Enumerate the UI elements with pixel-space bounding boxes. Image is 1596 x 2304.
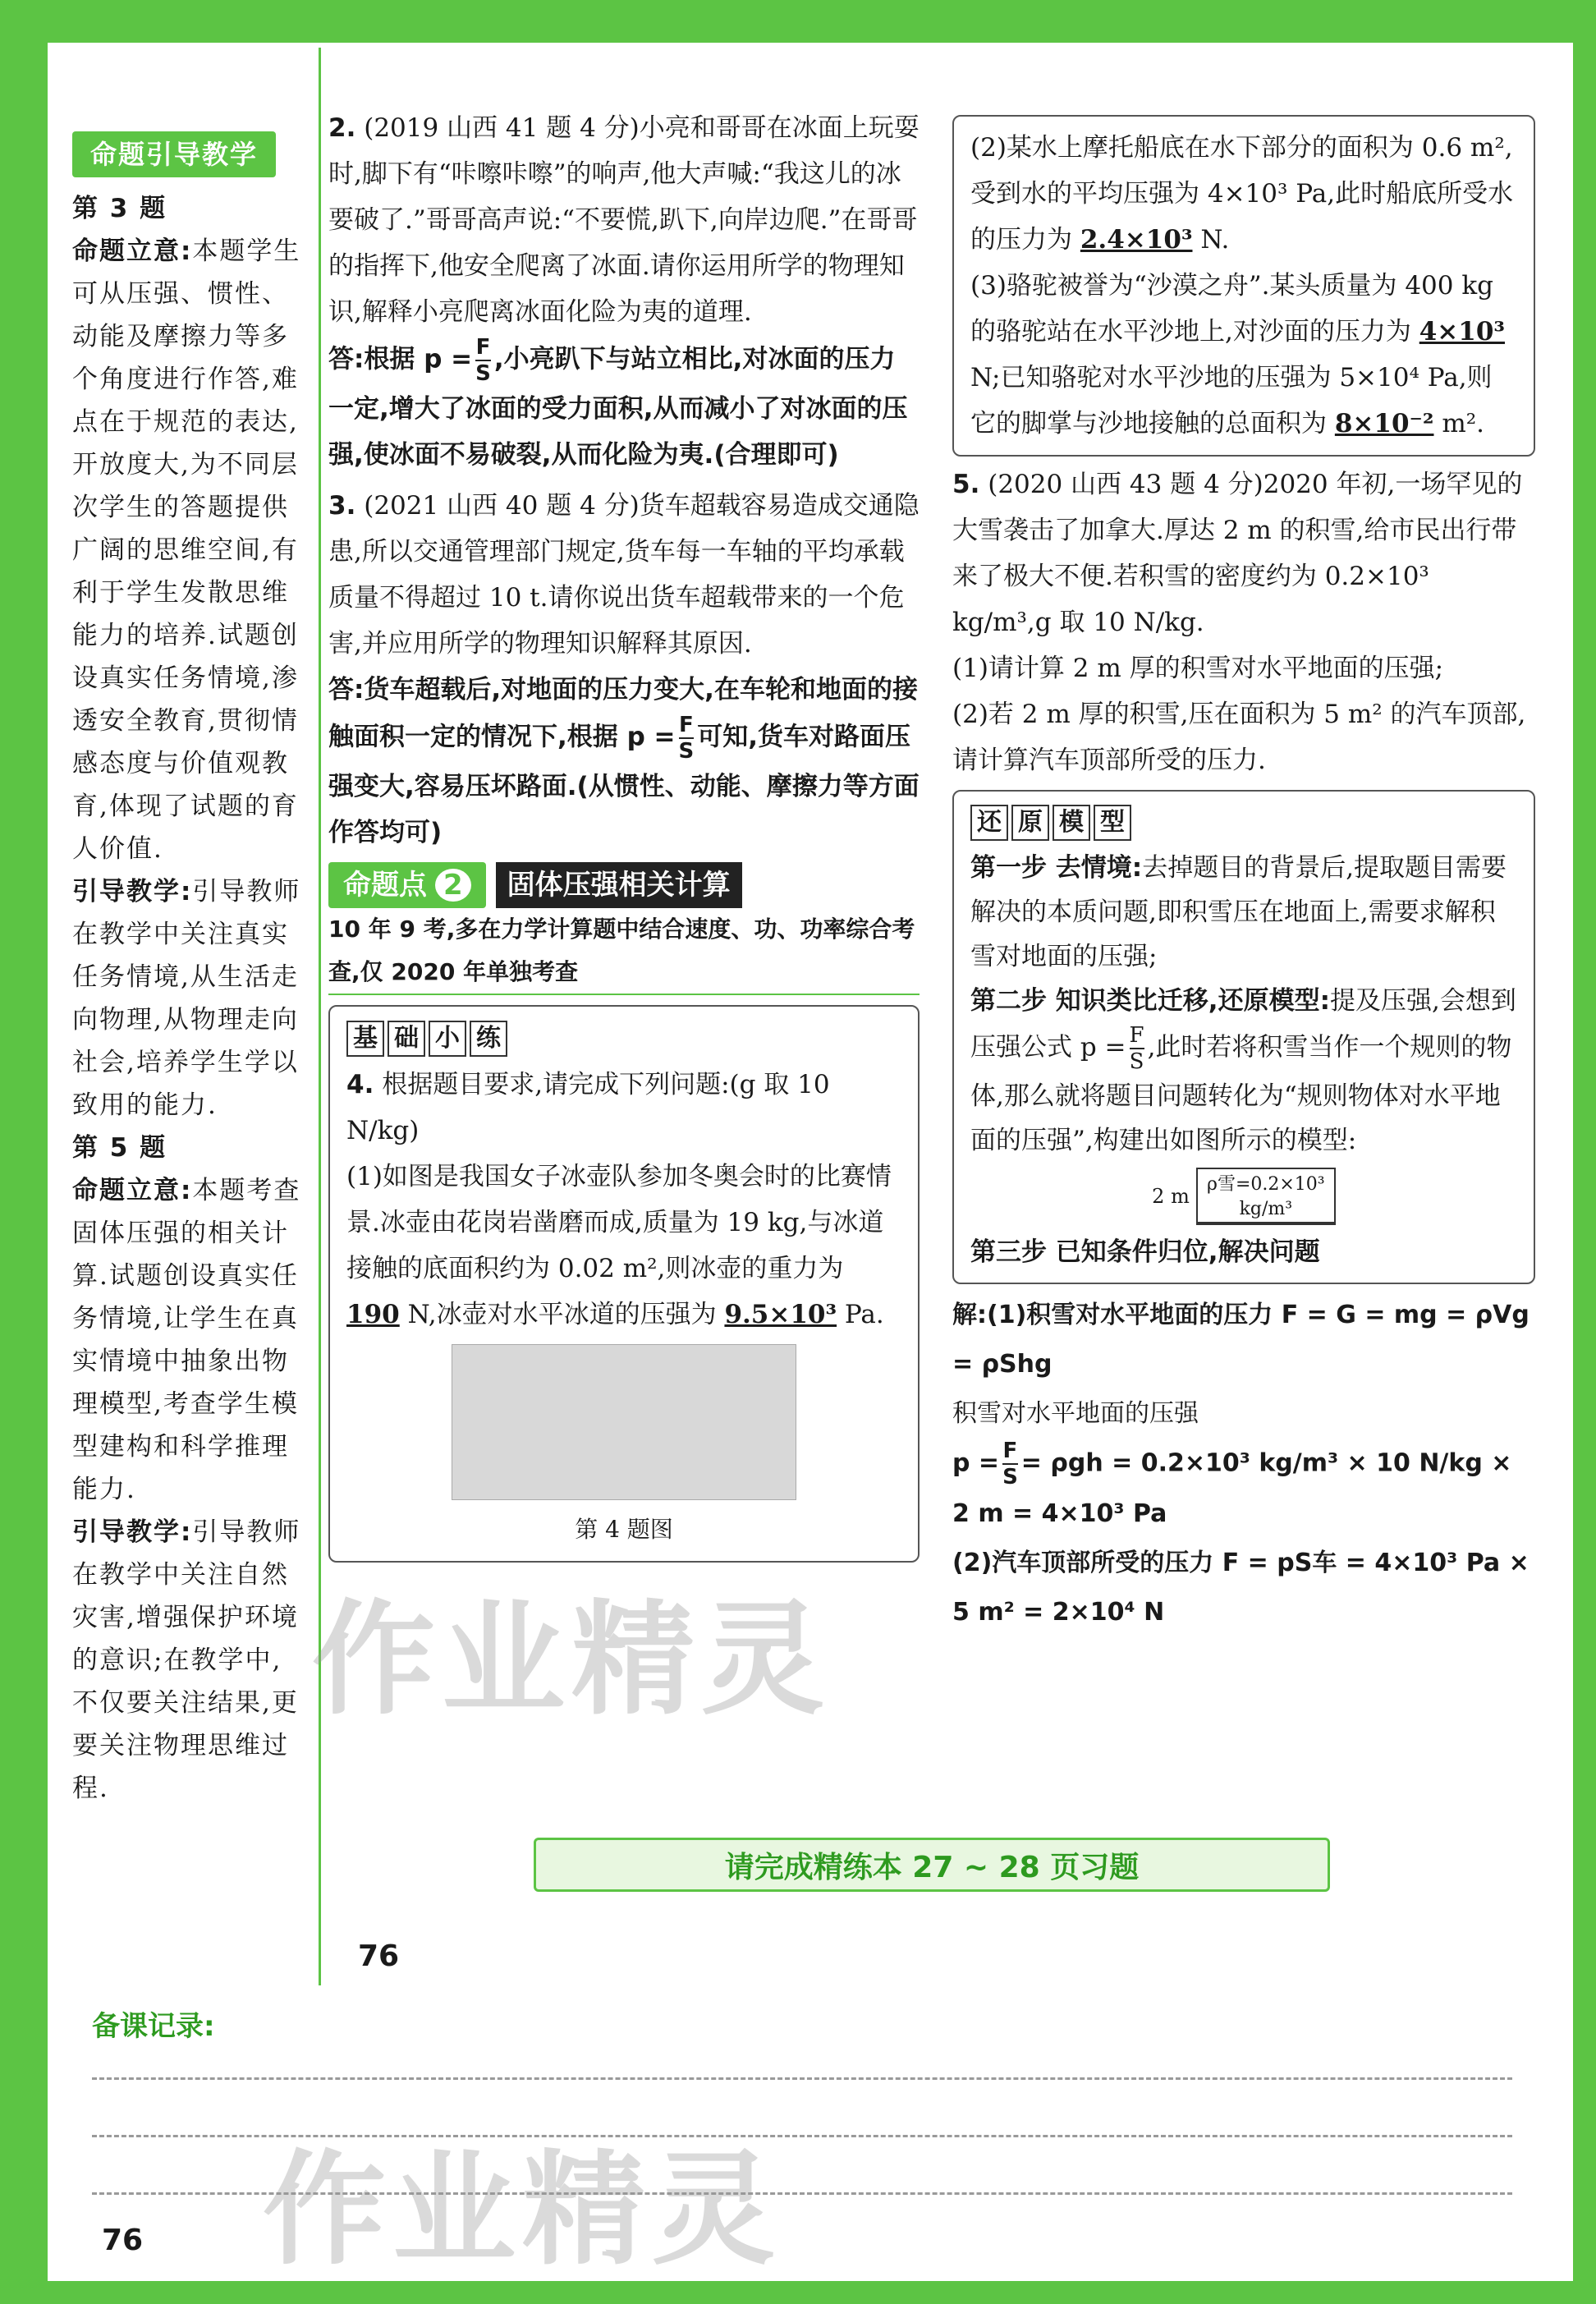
basic-head: 基 础 小 练	[346, 1021, 507, 1057]
point-heading	[328, 862, 920, 908]
q5-sub1: (1)请计算 2 m 厚的积雪对水平地面的压强;	[952, 654, 1444, 683]
watermark: 作业精灵	[263, 2139, 782, 2282]
question-5: 5. (2020 山西 43 题 4 分)2020 年初,一场罕见的大雪袭击了加拿大.厚达 2 m 的积雪,给市民出行带来了极大不便.若积雪的密度约为 0.2×10³ kg/m³,g 取 10 N/kg. (1)请计算 2 m 厚的积雪对水平地面的压强; (2)若 2 m 厚的积雪,压在面积为 5 m² 的汽车顶部,请计算汽车顶部所受的压力.	[952, 461, 1535, 783]
fraction: $\frac{F}{S}$	[678, 713, 695, 764]
q5-guide: 引导教学:引导教师在教学中关注自然灾害,增强保护环境的意识;在教学中,不仅要关注结果,更要关注物理思维过程.	[72, 1517, 301, 1803]
q3-answer: 答:货车超载后,对地面的压力变大,在车轮和地面的接触面积一定的情况下,根据 p = $\frac{F}{S}$ 可知,货车对路面压强变大,容易压坏路面.(从惯性、动能、摩擦力等方面作答均可)	[328, 675, 920, 847]
q3-intent: 命题立意:本题学生可从压强、惯性、动能及摩擦力等多个角度进行作答,难点在于规范的表达,开放度大,为不同层次学生的答题提供广阔的思维空间,有利于学生发散思维能力的培养.试题创设真实任务情境,渗透安全教育,贯彻情感态度与价值观教育,体现了试题的育人价值.	[72, 236, 301, 864]
q4-part1: (1)如图是我国女子冰壶队参加冬奥会时的比赛情景.冰壶由花岗岩凿磨而成,质量为 19 kg,与冰道接触的底面积约为 0.02 m²,则冰壶的重力为 190 N,冰壶对水平冰道的压强为 9.5×10³ Pa.	[346, 1162, 892, 1329]
q3-guide: 引导教学:引导教师在教学中关注真实任务情境,从生活走向物理,从物理走向社会,培养学生学以致用的能力.	[72, 877, 301, 1120]
q3-title: 第 3 题	[72, 194, 167, 223]
q5-intent: 命题立意:本题考查固体压强的相关计算.试题创设真实任务情境,让学生在真实情境中抽象出物理模型,考查学生模型建构和科学推理能力.	[72, 1176, 301, 1504]
solution: 解:(1)积雪对水平地面的压力 F = G = mg = ρVg = ρShg 积雪对水平地面的压强 p = $\frac{F}{S}$ = ρgh = 0.2×10³ kg/m³ × 10 N/kg × 2 m = 4×10³ Pa (2)汽车顶部所受的压力 F = pS车 = 4×10³ Pa × 5 m² = 2×10⁴ N	[952, 1301, 1530, 1627]
q5-title: 第 5 题	[72, 1133, 167, 1163]
q5-sub2: (2)若 2 m 厚的积雪,压在面积为 5 m² 的汽车顶部,请计算汽车顶部所受的压力.	[952, 700, 1526, 775]
sidebar-tag: 命题引导教学	[72, 131, 276, 177]
model-step3: 第三步 已知条件归位,解决问题	[970, 1237, 1320, 1267]
q2-answer: 答:根据 p = $\frac{F}{S}$ ,小亮趴下与站立相比,对冰面的压力一定,增大了冰面的受力面积,从而减小了对冰面的压强,使冰面不易破裂,从而化险为夷.(合理即可)	[328, 335, 908, 470]
q4-part3: (3)骆驼被誉为“沙漠之舟”.某头质量为 400 kg 的骆驼站在水平沙地上,对沙面的压力为 4×10³ N;已知骆驼对水平沙地的压强为 5×10⁴ Pa,则它的脚掌与沙地接触的总面积为 8×10⁻² m².	[970, 271, 1505, 438]
right-border	[1573, 0, 1596, 2304]
point-desc: 10 年 9 考,多在力学计算题中结合速度、功、功率综合考查,仅 2020 年单独考查	[328, 908, 920, 995]
q2-text: (2019 山西 41 题 4 分)小亮和哥哥在冰面上玩耍时,脚下有“咔嚓咔嚓”的响声,他大声喊:“我这儿的冰要破了.”哥哥高声说:“不要慌,趴下,向岸边爬.”在哥哥的指挥下,他安全爬离了冰面.请你运用所学的物理知识,解释小亮爬离冰面化险为夷的道理.	[328, 113, 920, 327]
fraction: $\frac{F}{S}$	[475, 335, 491, 386]
top-border	[0, 0, 1596, 43]
page-number-outer: 76	[102, 2224, 144, 2257]
model-head: 还 原 模 型	[970, 805, 1131, 841]
question-2: 2. (2019 山西 41 题 4 分)小亮和哥哥在冰面上玩耍时,脚下有“咔嚓咔嚓”的响声,他大声喊:“我这儿的冰要破了.”哥哥高声说:“不要慌,趴下,向岸边爬.”在哥哥的指挥下,他安全爬离了冰面.请你运用所学的物理知识,解释小亮爬离冰面化险为夷的道理. 答:根据 p = $\frac{F}{S}$ ,小亮趴下与站立相比,对冰面的压力一定,增大了冰面的受力面积,从而减小了对冰面的压强,使冰面不易破裂,从而化险为夷.(合理即可)	[328, 105, 920, 478]
q4-continued-box	[952, 115, 1535, 457]
teaching-sidebar	[72, 131, 309, 1810]
watermark: 作业精灵	[312, 1589, 832, 1732]
model-step1: 第一步 去情境:去掉题目的背景后,提取题目需要解决的本质问题,即积雪压在地面上,需要求解积雪对地面的压强;	[970, 853, 1507, 971]
point-title: 固体压强相关计算	[496, 862, 742, 908]
bottom-border	[0, 2281, 1596, 2304]
point-tag: 命题点 2	[328, 862, 486, 908]
notes-label: 备课记录:	[92, 2010, 215, 2043]
q3-text: (2021 山西 40 题 4 分)货车超载容易造成交通隐患,所以交通管理部门规定,货车每一车轴的平均承载质量不得超过 10 t.请你说出货车超载带来的一个危害,并应用所学的物理知识解释其原因.	[328, 491, 920, 659]
model-step2: 第二步 知识类比迁移,还原模型:提及压强,会想到压强公式 p = $\frac{F}{S}$ ,此时若将积雪当作一个规则的物体,那么就将题目问题转化为“规则物体对水平地面的压强”,构建出如图所示的模型:	[970, 986, 1516, 1155]
notes-line	[92, 2077, 1512, 2080]
fraction: $\frac{F}{S}$	[1129, 1023, 1144, 1074]
practice-banner: 请完成精练本 27 ~ 28 页习题	[534, 1838, 1330, 1892]
model-box	[952, 790, 1535, 1284]
curling-photo	[452, 1344, 796, 1500]
q4-part2: (2)某水上摩托船底在水下部分的面积为 0.6 m²,受到水的平均压强为 4×10³ Pa,此时船底所受水的压力为 2.4×10³ N.	[970, 133, 1514, 255]
basic-practice-box	[328, 1005, 920, 1563]
question-4: 4. 根据题目要求,请完成下列问题:(g 取 10 N/kg) (1)如图是我国女子冰壶队参加冬奥会时的比赛情景.冰壶由花岗岩凿磨而成,质量为 19 kg,与冰道接触的底面积约为 0.02 m²,则冰壶的重力为 190 N,冰壶对水平冰道的压强为 9.5×10³ Pa. 第 4 题图	[346, 1062, 901, 1553]
figure-caption: 第 4 题图	[575, 1516, 673, 1543]
snow-model-figure: 2 m ρ雪=0.2×10³ kg/m³	[970, 1168, 1517, 1225]
middle-column	[328, 105, 920, 1563]
question-3: 3. (2021 山西 40 题 4 分)货车超载容易造成交通隐患,所以交通管理部门规定,货车每一车轴的平均承载质量不得超过 10 t.请你说出货车超载带来的一个危害,并应用所学的物理知识解释其原因. 答:货车超载后,对地面的压力变大,在车轮和地面的接触面积一定的情况下,根据 p = $\frac{F}{S}$ 可知,货车对路面压强变大,容易压坏路面.(从惯性、动能、摩擦力等方面作答均可)	[328, 483, 920, 856]
right-column	[952, 115, 1535, 1637]
page-number-inner: 76	[358, 1939, 400, 1973]
fraction: $\frac{F}{S}$	[1002, 1439, 1018, 1489]
snow-block: ρ雪=0.2×10³ kg/m³	[1196, 1168, 1336, 1225]
left-border	[0, 0, 48, 2304]
